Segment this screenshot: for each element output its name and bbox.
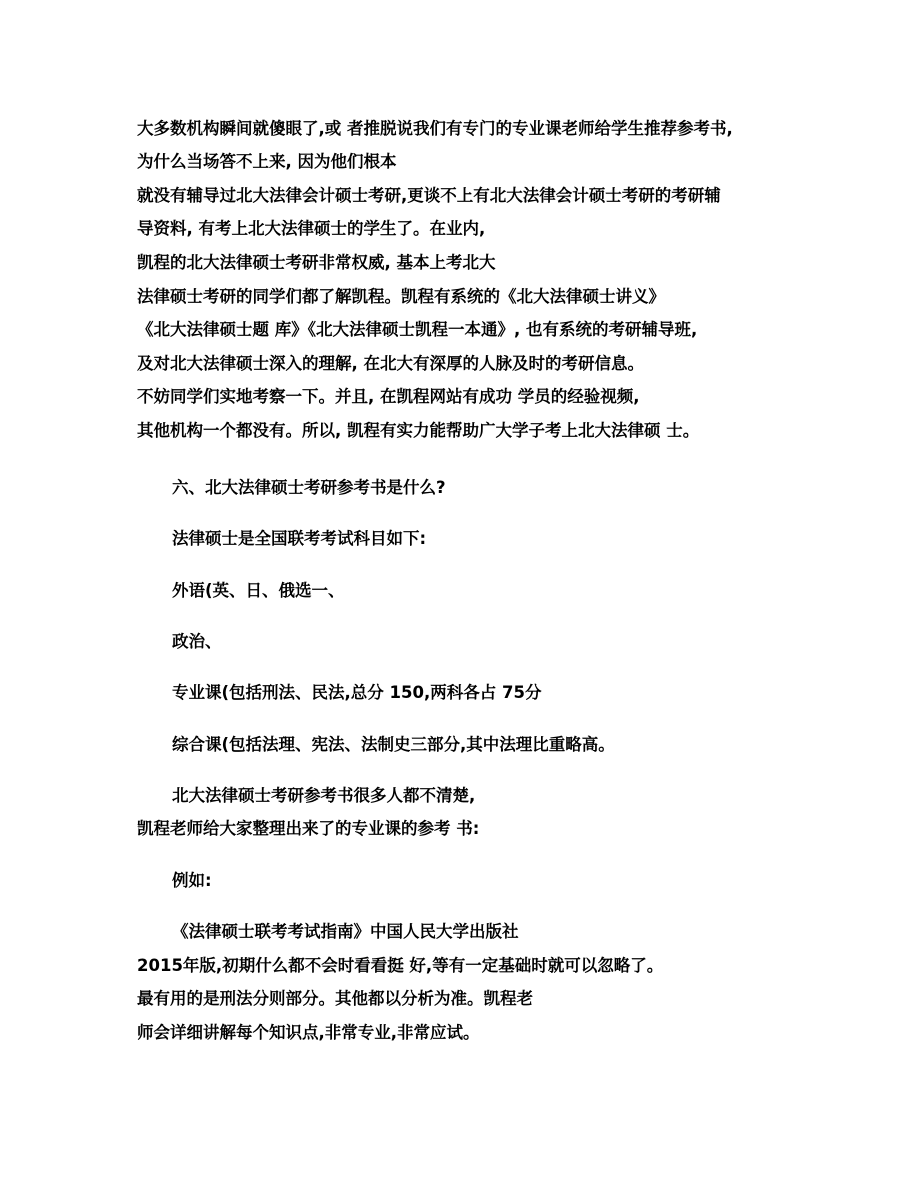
books-intro-line-2: 凯程老师给大家整理出来了的专业课的参考 书: (137, 819, 480, 838)
book-paragraph-line-4: 师会详细讲解每个知识点,非常专业,非常应试。 (137, 1023, 480, 1042)
paragraph-1-line-8: 及对北大法律硕士深入的理解, 在北大有深厚的人脉及时的考研信息。 (137, 354, 645, 373)
paragraph-1-line-4: 导资料, 有考上北大法律硕士的学生了。在业内, (137, 219, 486, 238)
paragraph-1-line-6: 法律硕士考研的同学们都了解凯程。凯程有系统的《北大法律硕士讲义》 (137, 287, 665, 306)
paragraph-1-line-1: 大多数机构瞬间就傻眼了,或 者推脱说我们有专门的专业课老师给学生推荐参考书, (137, 119, 733, 138)
books-intro-line-1: 北大法律硕士考研参考书很多人都不清楚, (172, 786, 476, 805)
paragraph-1-line-9: 不妨同学们实地考察一下。并且, 在凯程网站有成功 学员的经验视频, (137, 387, 640, 406)
book-paragraph-line-2: 2015年版,初期什么都不会时看看挺 好,等有一定基础时就可以忽略了。 (137, 956, 664, 975)
paragraph-1-line-3: 就没有辅导过北大法律会计硕士考研,更谈不上有北大法律会计硕士考研的考研辅 (137, 186, 721, 205)
subject-professional-course: 专业课(包括刑法、民法,总分 150,两科各占 75分 (172, 683, 542, 702)
paragraph-1-line-7: 《北大法律硕士题 库》《北大法律硕士凯程一本通》, 也有系统的考研辅导班, (137, 320, 698, 339)
subjects-intro: 法律硕士是全国联考考试科目如下: (172, 529, 427, 548)
paragraph-1-line-5: 凯程的北大法律硕士考研非常权威, 基本上考北大 (137, 253, 496, 272)
subject-politics: 政治、 (172, 632, 222, 651)
book-paragraph-line-3: 最有用的是刑法分则部分。其他都以分析为准。凯程老 (137, 989, 533, 1008)
example-label: 例如: (172, 871, 212, 890)
subject-foreign-language: 外语(英、日、俄选一、 (172, 581, 345, 600)
paragraph-1-line-10: 其他机构一个都没有。所以, 凯程有实力能帮助广大学子考上北大法律硕 士。 (137, 421, 700, 440)
paragraph-1-line-2: 为什么当场答不上来, 因为他们根本 (137, 152, 397, 171)
subject-comprehensive-course: 综合课(包括法理、宪法、法制史三部分,其中法理比重略高。 (172, 735, 615, 754)
book-paragraph-line-1: 《法律硕士联考考试指南》中国人民大学出版社 (172, 922, 519, 941)
section-heading: 六、北大法律硕士考研参考书是什么? (172, 478, 446, 497)
